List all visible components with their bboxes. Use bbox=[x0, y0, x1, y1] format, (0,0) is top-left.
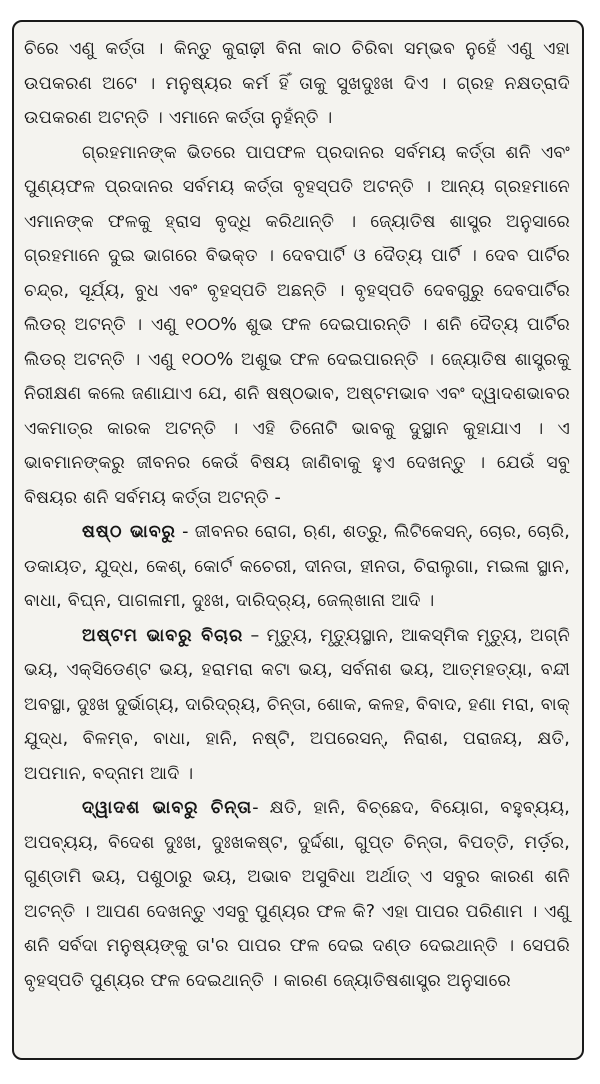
section-twelfth-house bbox=[24, 791, 570, 998]
section-sixth-house-text: - ଜୀବନର ରୋଗ, ଋଣ, ଶତ୍ରୁ, ଲିଟିକେସନ୍, ଚୋର, ଚୋରି, ଡକାୟତ, ଯୁଦ୍ଧ, କେଶ୍, କୋର୍ଟ କଚେରୀ, ଦୀନତା, ହୀନତା, ଚିରାଲୁଗା, ମଇଳା ସ୍ଥାନ, ବାଧା, ବିଘ୍ନ, ପାଗଳାମୀ, ଦୁଃଖ, ଦାରିଦ୍ର୍ୟ, ଜେଲ୍‌ଖାନା ଆଦି । bbox=[24, 522, 570, 611]
paragraph-planets: ଗ୍ରହମାନଙ୍କ ଭିତରେ ପାପଫଳ ପ୍ରଦାନର ସର୍ବମୟ କର୍ତ୍ତା ଶନି ଏବଂ ପୁଣ୍ୟଫଳ ପ୍ରଦାନର ସର୍ବମୟ କର୍ତ୍ତା ବୃହସ୍ପତି ଅଟନ୍ତି । ଆନ୍ୟ ଗ୍ରହମାନେ ଏମାନଙ୍କ ଫଳକୁ ହ୍ରାସ ବୃଦ୍ଧି କରିଥାନ୍ତି । ଜ୍ୟୋତିଷ ଶାସ୍ତ୍ର ଅନୁସାରେ ଗ୍ରହମାନେ ଦୁଇ ଭାଗରେ ବିଭକ୍ତ । ଦେବପାର୍ଟି ଓ ଦୈତ୍ୟ ପାର୍ଟି । ଦେବ ପାର୍ଟିର ଚନ୍ଦ୍ର, ସୂର୍ଯ୍ୟ, ବୁଧ ଏବଂ ବୃହସ୍ପତି ଅଛନ୍ତି । ବୃହସ୍ପତି ଦେବଗୁରୁ ଦେବପାର୍ଟିର ଲିଡର୍ ଅଟନ୍ତି । ଏଣୁ ୧୦୦% ଶୁଭ ଫଳ ଦେଇପାରନ୍ତି । ଶନି ଦୈତ୍ୟ ପାର୍ଟିର ଲିଡର୍ ଅଟନ୍ତି । ଏଣୁ ୧୦୦% ଅଶୁଭ ଫଳ ଦେଇପାରନ୍ତି । ଜ୍ୟୋତିଷ ଶାସ୍ତ୍ରକୁ ନିରୀକ୍ଷଣ କଲେ ଜଣାଯାଏ ଯେ, ଶନି ଷଷ୍ଠଭାବ, ଅଷ୍ଟମଭାବ ଏବଂ ଦ୍ୱାଦଶଭାବର ଏକମାତ୍ର କାରକ ଅଟନ୍ତି । ଏହି ତିନୋଟି ଭାବକୁ ଦୁସ୍ଥାନ କୁହାଯାଏ । ଏ ଭାବମାନଙ୍କରୁ ଜୀବନର କେଉଁ ବିଷୟ ଜାଣିବାକୁ ହୁଏ ଦେଖନ୍ତୁ । ଯେଉଁ ସବୁ ବିଷୟର ଶନି ସର୍ବମୟ କର୍ତ୍ତା ଅଟନ୍ତି - bbox=[24, 142, 570, 508]
section-twelfth-house-heading: ଦ୍ୱାଦଶ ଭାବରୁ ଚିନ୍ତା bbox=[82, 798, 253, 818]
section-eighth-house-text: – ମୃତ୍ୟୁ, ମୃତ୍ୟୁସ୍ଥାନ, ଆକସ୍ମିକ ମୃତ୍ୟୁ, ଅଗ୍ନି ଭୟ, ଏକ୍‌ସିଡେଣ୍ଟ ଭୟ, ହରାମରା କଟା ଭୟ, ସର୍ବନାଶ ଭୟ, ଆତ୍ମହତ୍ୟା, ବନ୍ଦୀ ଅବସ୍ଥା, ଦୁଃଖ ଦୁର୍ଭାଗ୍ୟ, ଦାରିଦ୍ର୍ୟ, ଚିନ୍ତା, ଶୋକ, କଳହ, ବିବାଦ, ହଣା ମରା, ବାକ୍ ଯୁଦ୍ଧ, ବିଳମ୍ବ, ବାଧା, ହାନି, ନଷ୍ଟି, ଅପରେସନ୍, ନିରାଶ, ପରାଜୟ, କ୍ଷତି, ଅପମାନ, ବଦ୍‌ନାମ ଆଦି । bbox=[24, 625, 570, 784]
paragraph-intro: ଚିରେ ଏଣୁ କର୍ତ୍ତା । କିନ୍ତୁ କୁରାଢ଼ୀ ବିନା କାଠ ଚିରିବା ସମ୍ଭବ ନୁହେଁ ଏଣୁ ଏହା ଉପକରଣ ଅଟେ । ମନୁଷ୍ୟର କର୍ମ ହିଁ ତାକୁ ସୁଖଦୁଃଖ ଦିଏ । ଗ୍ରହ ନକ୍ଷତ୍ରାଦି ଉପକରଣ ଅଟନ୍ତି । ଏମାନେ କର୍ତ୍ତା ନୁହଁନ୍ତି । bbox=[24, 39, 570, 128]
article-box bbox=[12, 20, 584, 1060]
section-eighth-house-heading: ଅଷ୍ଟମ ଭାବରୁ ବିଚାର bbox=[82, 625, 244, 646]
section-sixth-house bbox=[24, 515, 570, 619]
section-twelfth-house-text: - କ୍ଷତି, ହାନି, ବିଚ୍ଛେଦ, ବିୟୋଗ, ବହୁବ୍ୟୟ, ଅପବ୍ୟୟ, ବିଦେଶ ଦୁଃଖ, ଦୁଃଖକଷ୍ଟ, ଦୁର୍ଦ୍ଦଶା, ଗୁପ୍ତ ଚିନ୍ତା, ବିପତ୍ତି, ମର୍ଡ଼ର, ଗୁଣ୍ଡାମି ଭୟ, ପଶୁଠାରୁ ଭୟ, ଅଭାବ ଅସୁବିଧା ଅର୍ଥାତ୍ ଏ ସବୁର କାରଣ ଶନି ଅଟନ୍ତି । ଆପଣ ଦେଖନ୍ତୁ ଏସବୁ ପୁଣ୍ୟର ଫଳ କି? ଏହା ପାପର ପରିଣାମ । ଏଣୁ ଶନି ସର୍ବଦା ମନୁଷ୍ୟଙ୍କୁ ତା'ର ପାପର ଫଳ ଦେଇ ଦଣ୍ଡ ଦେଇଥାନ୍ତି । ସେପରି ବୃହସ୍ପତି ପୁଣ୍ୟର ଫଳ ଦେଇଥାନ୍ତି । କାରଣ ଜ୍ୟୋତିଷଶାସ୍ତ୍ର ଅନୁସାରେ bbox=[24, 798, 570, 991]
section-eighth-house bbox=[24, 619, 570, 792]
section-sixth-house-heading: ଷଷ୍ଠ ଭାବରୁ bbox=[82, 522, 176, 542]
